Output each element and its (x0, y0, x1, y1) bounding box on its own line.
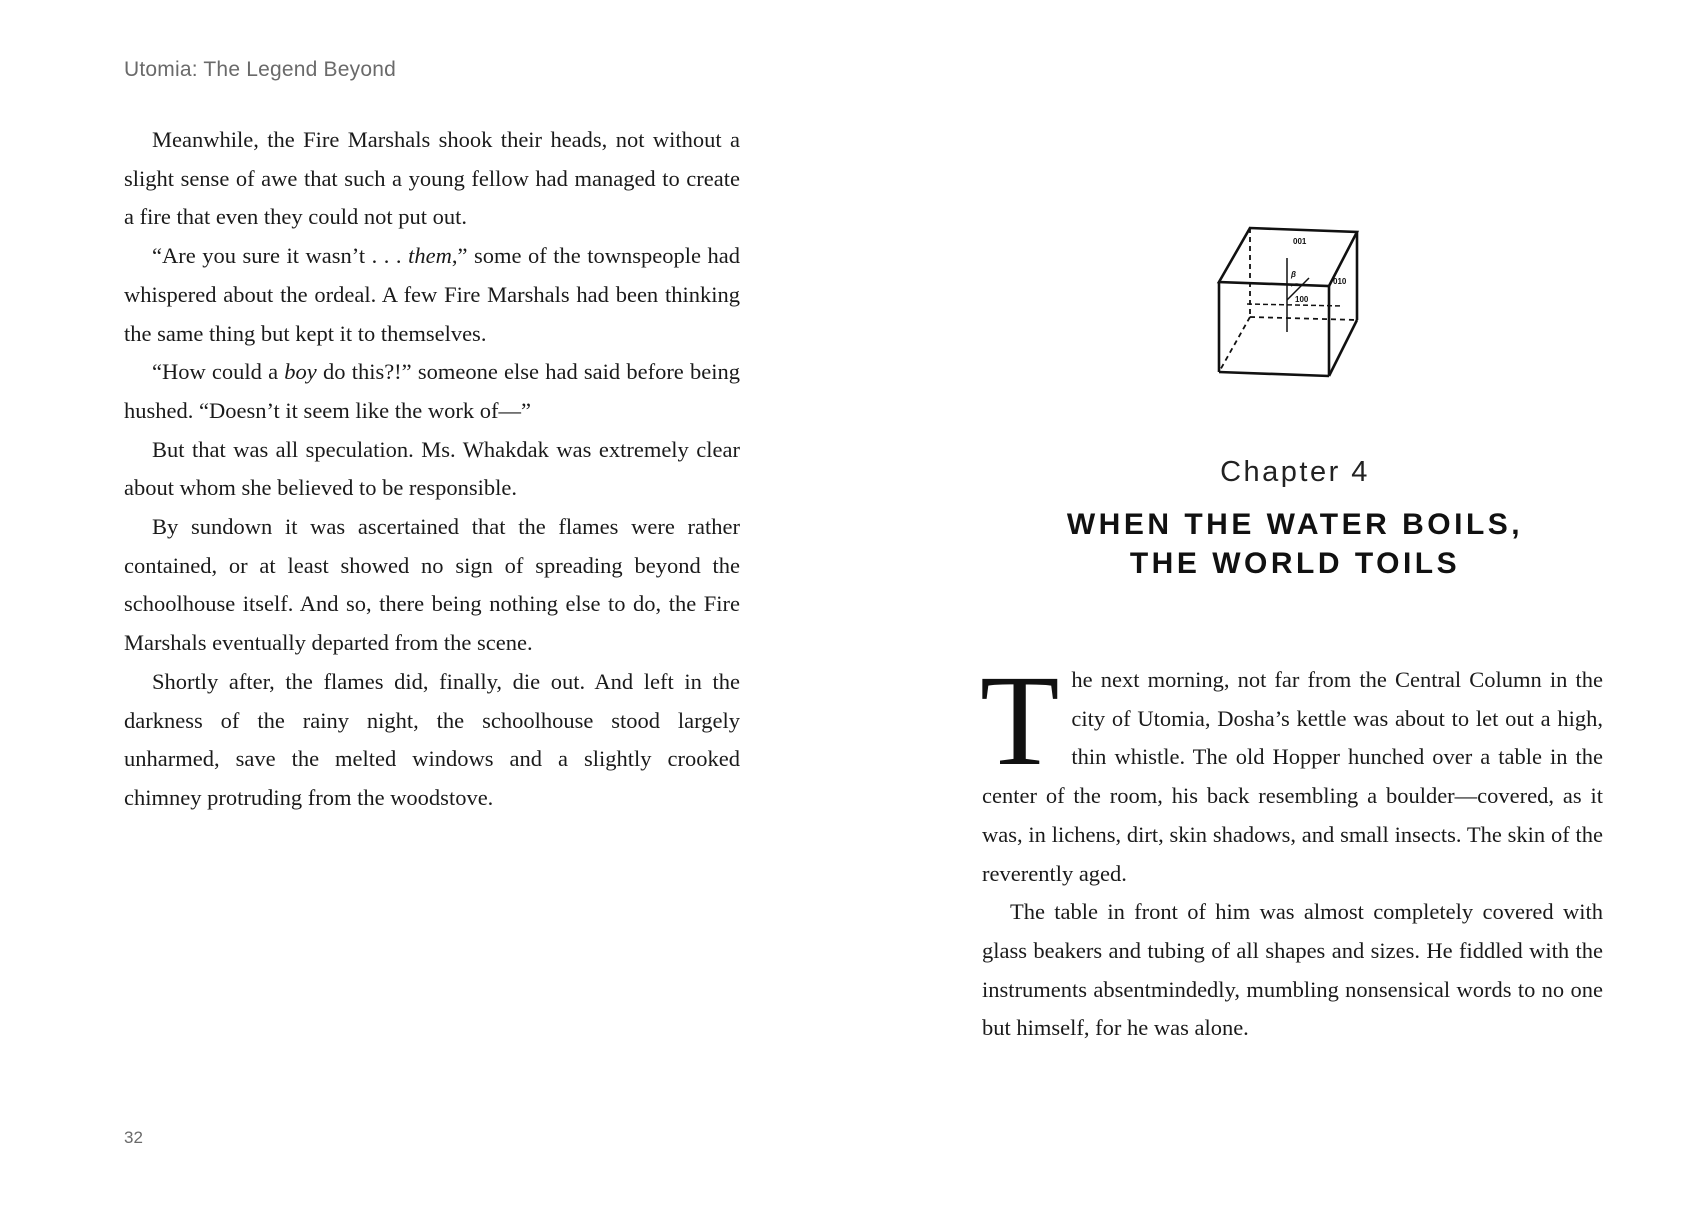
paragraph: “Are you sure it wasn’t . . . them,” some of the townspeople had whispered about the ordeal. A few Fire Marshals had been thinking the same thing but kept it to themselves. (124, 243, 741, 346)
emphasis: boy (284, 359, 317, 385)
paragraph: Meanwhile, the Fire Marshals shook their heads, not without a slight sense of awe that such a young fellow had managed to create a fire that even they could not put out. (124, 127, 740, 230)
paragraph: By sundown it was ascertained that the flames were rather contained, or at least showed no sign of spreading beyond the schoolhouse itself. And so, there being nothing else to do, the Fire Marshals eventually departed from the scene. (124, 514, 740, 656)
chapter-title-line: THE WORLD TOILS (1129, 547, 1461, 580)
chapter-label: Chapter 4 (1220, 456, 1370, 488)
paragraph: “How could a boy do this?!” someone else had said before being hushed. “Doesn’t it seem like the work of—” (124, 359, 740, 423)
chapter-title (985, 505, 1605, 583)
paragraph: But that was all speculation. Ms. Whakdak was extremely clear about whom she believed to be responsible. (124, 436, 740, 501)
left-page-body (124, 121, 740, 818)
running-head: Utomia: The Legend Beyond (124, 58, 396, 81)
cube-label-front: 100 (1295, 295, 1309, 304)
cube-label-top: 001 (1293, 237, 1307, 246)
drop-cap: T (980, 649, 1060, 793)
paragraph: The table in front of him was almost completely covered with glass beakers and tubing of all shapes and sizes. He fiddled with the instruments absentmindedly, mumbling nonsensical words to no one but himself, for he was alone. (982, 899, 1603, 1041)
right-page-body (980, 649, 1603, 1048)
emphasis: them (408, 243, 452, 269)
cube-label-angle: β (1291, 270, 1296, 279)
chapter-title-line: WHEN THE WATER BOILS, (1066, 508, 1524, 541)
crystal-cube-icon (1215, 222, 1365, 382)
paragraph: The next morning, not far from the Central Column in the city of Utomia, Dosha’s kettle was about to let out a high, thin whistle. The old Hopper hunched over a table in the center of the room, his back resembling a boulder—covered, as it was, in lichens, dirt, skin shadows, and small insects. The skin of the reverently aged. (980, 649, 1603, 886)
page-number: 32 (124, 1128, 143, 1147)
cube-label-side: 010 (1333, 277, 1347, 286)
paragraph: Shortly after, the flames did, finally, die out. And left in the darkness of the rainy night, the schoolhouse stood largely unharmed, save the melted windows and a slightly crooked chimney protruding from the woodstove. (124, 668, 740, 810)
